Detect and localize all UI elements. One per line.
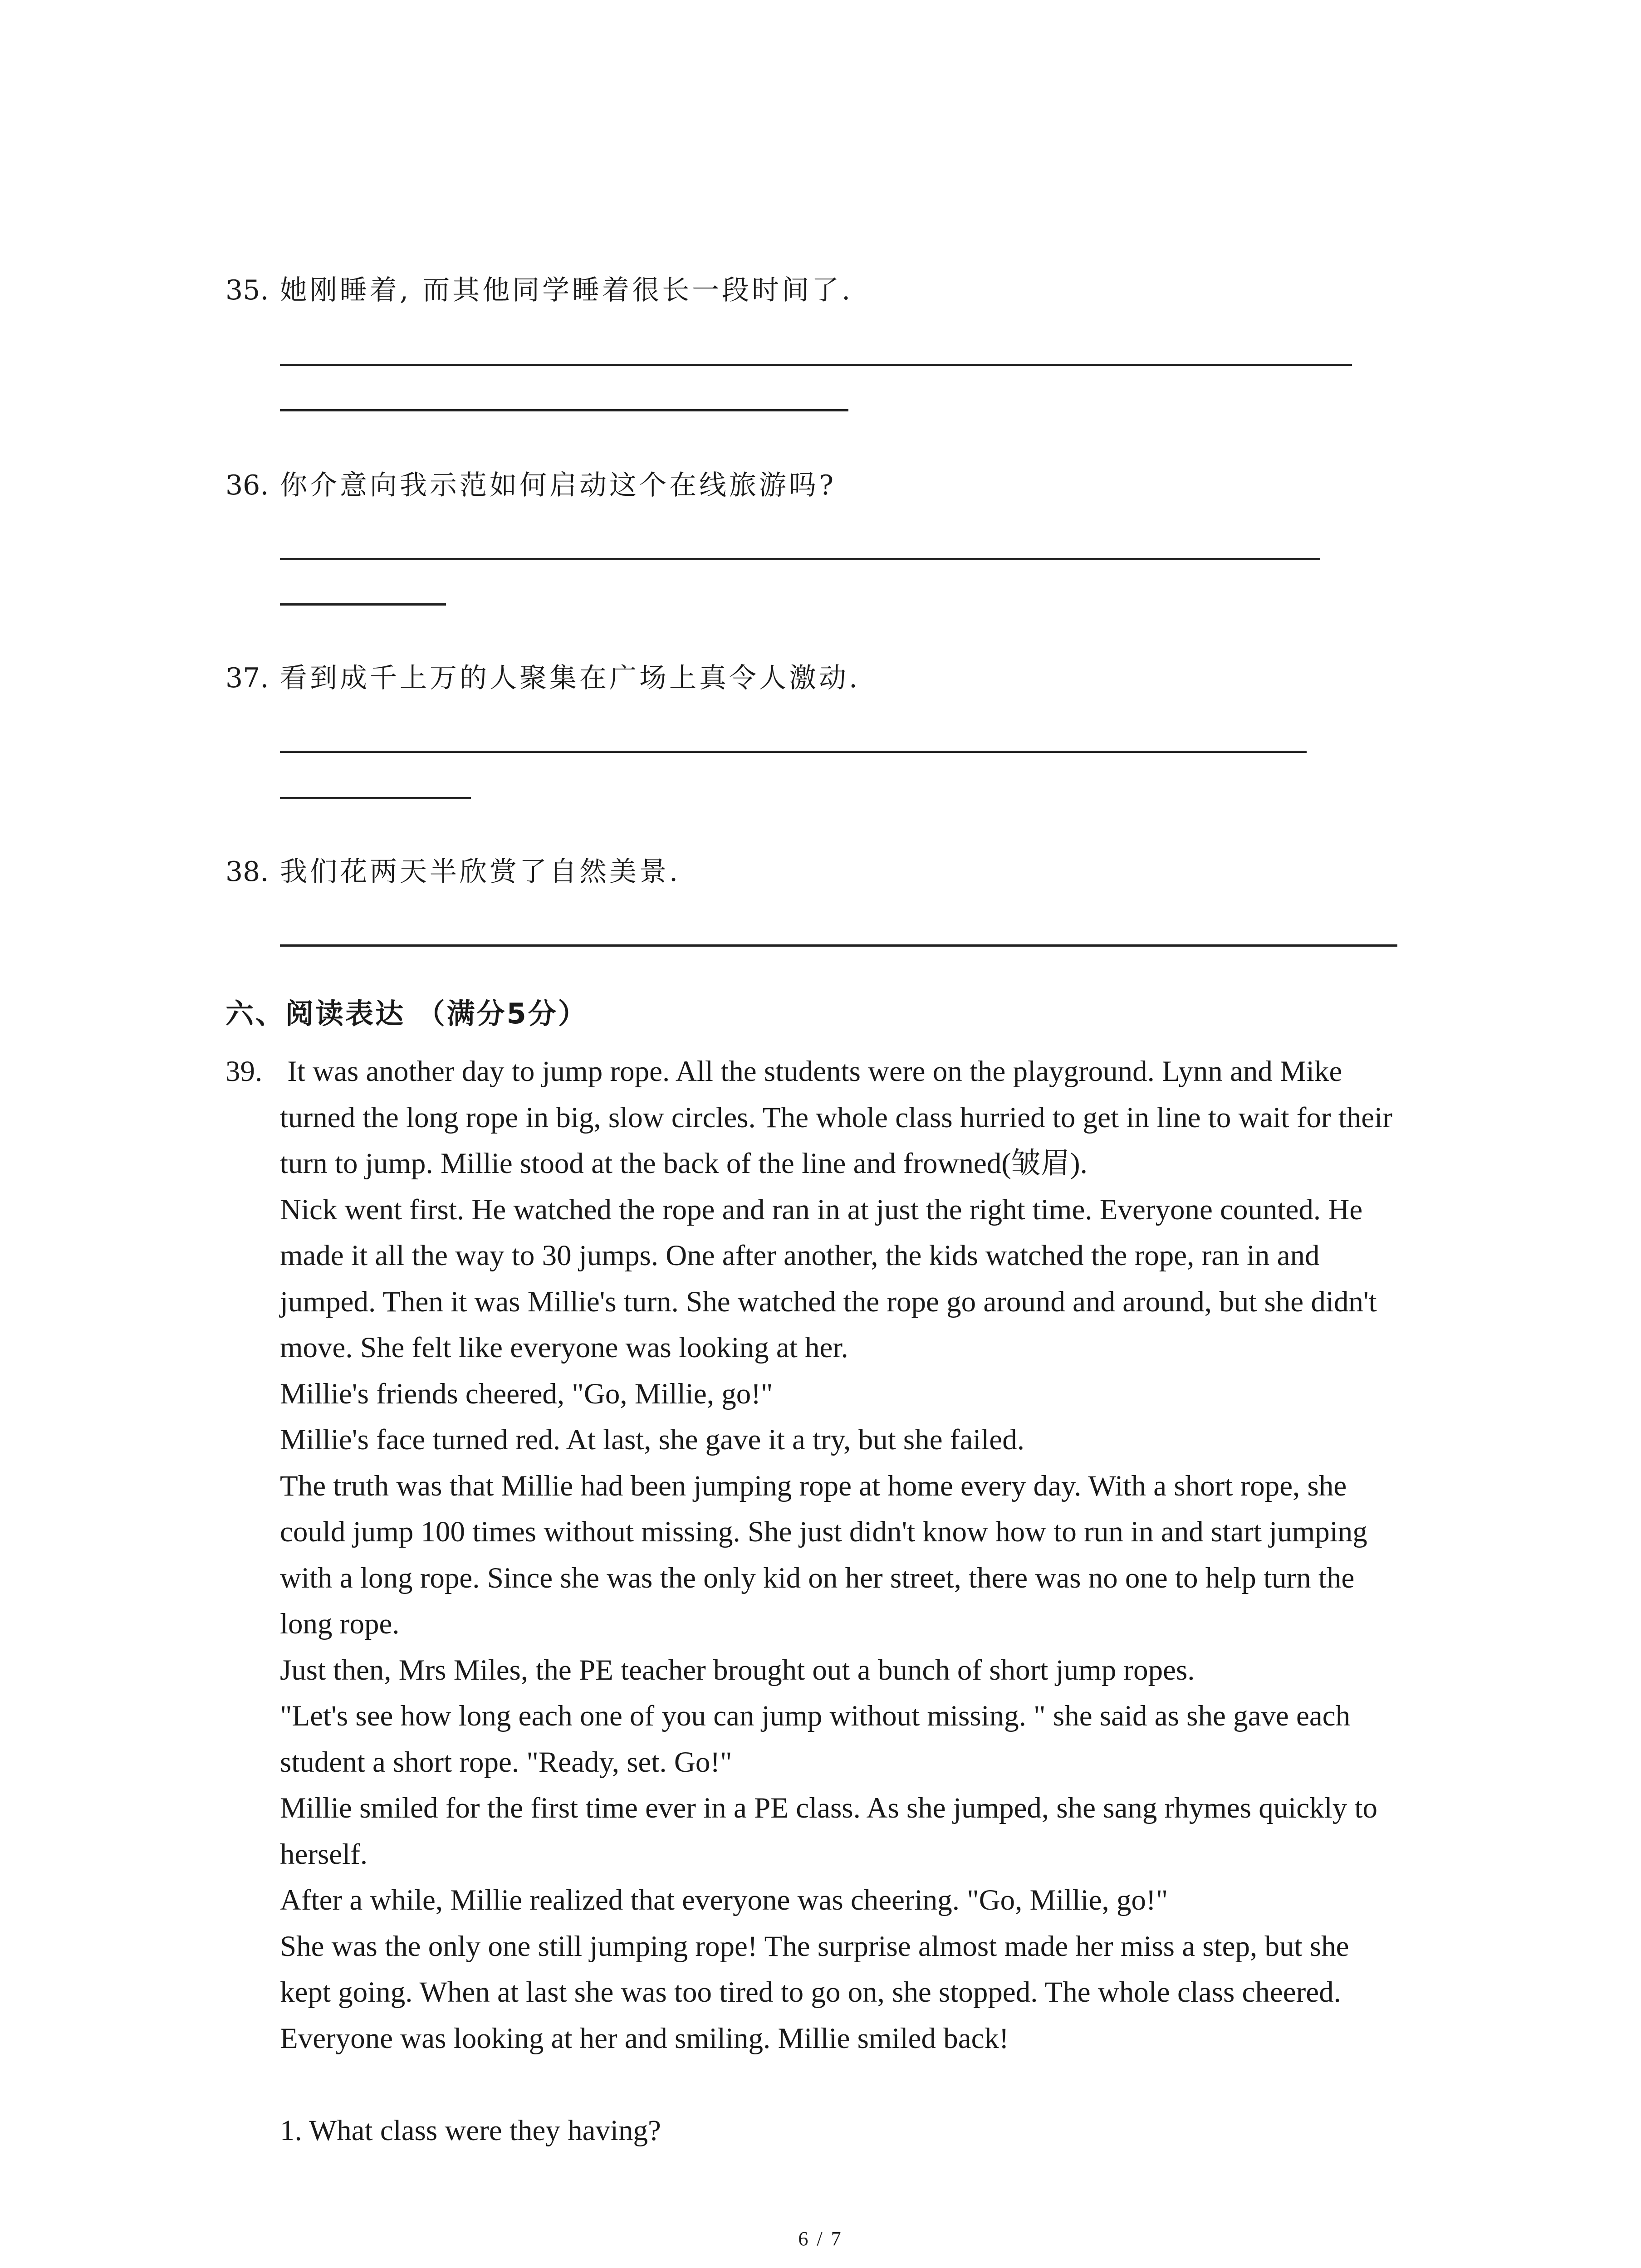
- passage-line: turned the long rope in big, slow circles. The whole class hurried to get in line to wait for their: [280, 1101, 1392, 1134]
- passage-line: "Let's see how long each one of you can jump without missing. " she said as she gave each: [280, 1700, 1351, 1732]
- passage-line: Nick went first. He watched the rope and ran in at just the right time. Everyone counted. He: [280, 1193, 1363, 1226]
- answer-line[interactable]: [280, 797, 471, 799]
- passage-line: jumped. Then it was Millie's turn. She watched the rope go around and around, but she didn't: [280, 1285, 1377, 1318]
- question-text: 你介意向我示范如何启动这个在线旅游吗?: [280, 469, 837, 501]
- passage-line: She was the only one still jumping rope! The surprise almost made her miss a step, but she: [280, 1930, 1349, 1963]
- reading-passage: [225, 1049, 1460, 2154]
- answer-line[interactable]: [280, 409, 848, 411]
- question-number: 36.: [225, 469, 269, 501]
- question-number: 38.: [225, 856, 269, 888]
- question-number: 37.: [225, 662, 269, 694]
- passage-line: kept going. When at last she was too tired to go on, she stopped. The whole class cheered.: [280, 1976, 1341, 2009]
- passage-line: with a long rope. Since she was the only kid on her street, there was no one to help turn the: [280, 1561, 1355, 1594]
- passage-line: could jump 100 times without missing. She just didn't know how to run in and start jumping: [280, 1515, 1367, 1548]
- question-37: [225, 660, 860, 696]
- passage-line: Everyone was looking at her and smiling. Millie smiled back!: [280, 2022, 1009, 2055]
- passage-line: move. She felt like everyone was looking at her.: [280, 1331, 848, 1364]
- question-text: 她刚睡着, 而其他同学睡着很长一段时间了.: [280, 274, 853, 306]
- question-35: [225, 272, 853, 308]
- passage-line: The truth was that Millie had been jumping rope at home every day. With a short rope, she: [280, 1469, 1347, 1502]
- passage-line: 39. It was another day to jump rope. All the students were on the playground. Lynn and Mike: [225, 1049, 1460, 1095]
- passage-line: student a short rope. "Ready, set. Go!": [280, 1745, 732, 1779]
- passage-line: long rope.: [280, 1608, 400, 1640]
- answer-line[interactable]: [280, 944, 1397, 947]
- question-text: 看到成千上万的人聚集在广场上真令人激动.: [280, 662, 861, 694]
- spacer: [225, 2062, 1460, 2108]
- passage-line: made it all the way to 30 jumps. One after another, the kids watched the rope, ran in and: [280, 1239, 1320, 1272]
- sub-question: 1. What class were they having?: [280, 2114, 661, 2147]
- passage-line: Just then, Mrs Miles, the PE teacher brought out a bunch of short jump ropes.: [280, 1653, 1195, 1686]
- passage-number: 39.: [225, 1055, 263, 1088]
- answer-line[interactable]: [280, 364, 1352, 366]
- question-text: 我们花两天半欣赏了自然美景.: [280, 856, 681, 888]
- question-36: [225, 467, 836, 503]
- passage-line: Millie's face turned red. At last, she gave it a try, but she failed.: [280, 1423, 1025, 1456]
- page-number: 6 / 7: [798, 2228, 843, 2250]
- passage-line: herself.: [280, 1838, 368, 1871]
- section-title: 六、阅读表达 （满分5分）: [225, 997, 588, 1030]
- question-number: 35.: [225, 274, 269, 306]
- answer-line[interactable]: [280, 558, 1320, 560]
- answer-line[interactable]: [280, 751, 1307, 753]
- passage-line: Millie smiled for the first time ever in a PE class. As she jumped, she sang rhymes quickly to: [280, 1792, 1378, 1824]
- passage-line: After a while, Millie realized that everyone was cheering. "Go, Millie, go!": [280, 1884, 1168, 1916]
- passage-line: turn to jump. Millie stood at the back of the line and frowned(皱眉).: [280, 1147, 1087, 1180]
- answer-line[interactable]: [280, 603, 446, 606]
- passage-line: Millie's friends cheered, "Go, Millie, go!": [280, 1377, 773, 1410]
- question-38: [225, 854, 681, 890]
